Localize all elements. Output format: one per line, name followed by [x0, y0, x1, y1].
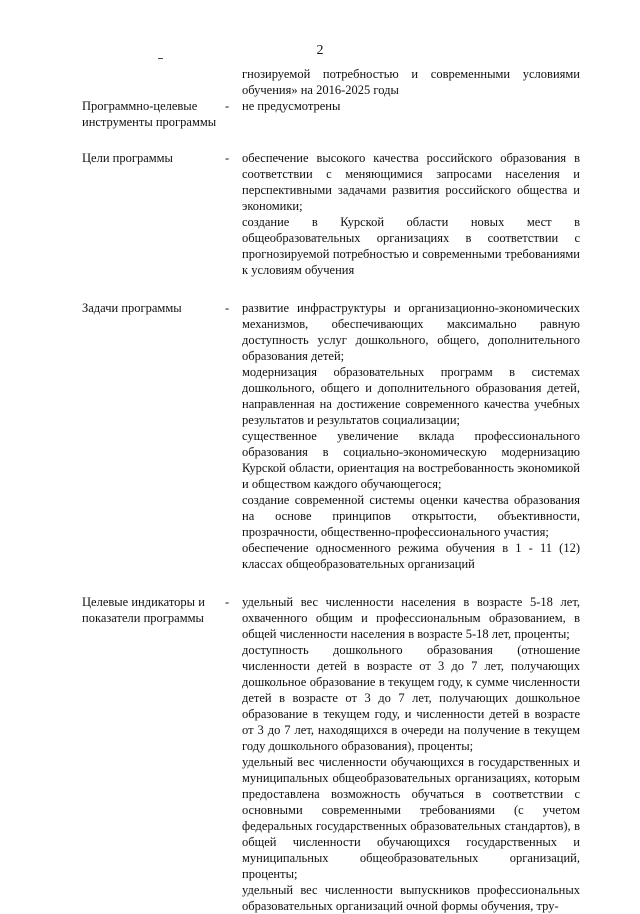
value-paragraph: обеспечение односменного режима обучения в 1 - 11 (12) классах общеобразовательных организаций	[242, 541, 580, 571]
section-dash: -	[225, 301, 230, 315]
value-paragraph: не предусмотрены	[242, 99, 341, 113]
value-paragraph: доступность дошкольного образования (отношение численности детей в возрасте от 3 до 7 лет, получающих дошкольное образование в текущем году, к сумме численности детей в возрасте от 3 до 7 лет, получающих дошкольное образование в текущем году, и численности детей в возрасте от 3 до 7 лет, находящихся в очереди на получение в текущем году дошкольного образования), проценты;	[242, 643, 580, 753]
value-paragraph: модернизация образовательных программ в системах дошкольного, общего и дополнительного образования детей, направленная на достижение современного качества учебных результатов и результатов социализации;	[242, 365, 580, 427]
section-row	[82, 300, 580, 572]
section-label: Задачи программы	[82, 301, 182, 315]
section-value	[242, 98, 580, 114]
passport-table	[82, 66, 580, 914]
section-row	[82, 150, 580, 278]
section-value	[242, 150, 580, 278]
value-paragraph: удельный вес численности населения в возрасте 5-18 лет, охваченного общим и профессиональным образованием, в общей численности населения в возрасте 5-18 лет, проценты;	[242, 595, 580, 641]
section-label: Целевые индикаторы и показатели программы	[82, 595, 205, 625]
section-value	[242, 66, 580, 98]
page-number: 2	[316, 43, 324, 58]
section-value	[242, 594, 580, 914]
value-paragraph: существенное увеличение вклада профессионального образования в социально-экономическую модернизацию Курской области, ориентация на востребованность экономикой и обществом каждого обучающегося;	[242, 429, 580, 491]
value-paragraph: создание современной системы оценки качества образования на основе принципов открытости, объективности, прозрачности, общественно-профессионального участия;	[242, 493, 580, 539]
section-value	[242, 300, 580, 572]
section-label: Цели программы	[82, 151, 173, 165]
section-label: Программно-целевые инструменты программы	[82, 99, 217, 129]
value-paragraph: удельный вес численности обучающихся в государственных и муниципальных общеобразовательных организациях, которым предоставлена возможность обучаться в соответствии с основными современными требованиями (с учетом федеральных государственных образовательных стандартов), в общей численности обучающихся государственных и муниципальных общеобразовательных организаций, проценты;	[242, 755, 580, 881]
section-dash: -	[225, 595, 230, 609]
value-paragraph: создание в Курской области новых мест в общеобразовательных организациях в соответствии с прогнозируемой потребностью и современными требованиями к условиям обучения	[242, 215, 580, 277]
value-paragraph: гнозируемой потребностью и современными условиями обучения» на 2016-2025 годы	[242, 67, 580, 97]
section-row	[82, 594, 580, 914]
section-row	[82, 66, 580, 98]
section-dash: -	[225, 99, 230, 113]
value-paragraph: удельный вес численности выпускников профессиональных образовательных организаций очной формы обучения, тру-	[242, 883, 580, 913]
section-dash: -	[225, 151, 230, 165]
value-paragraph: развитие инфраструктуры и организационно-экономических механизмов, обеспечивающих максимально равную доступность услуг дошкольного, общего, дополнительного образования детей;	[242, 301, 580, 363]
value-paragraph: обеспечение высокого качества российского образования в соответствии с меняющимися запросами населения и перспективными задачами развития российского общества и экономики;	[242, 151, 580, 213]
scan-tick-mark	[158, 58, 163, 59]
section-row	[82, 98, 580, 130]
